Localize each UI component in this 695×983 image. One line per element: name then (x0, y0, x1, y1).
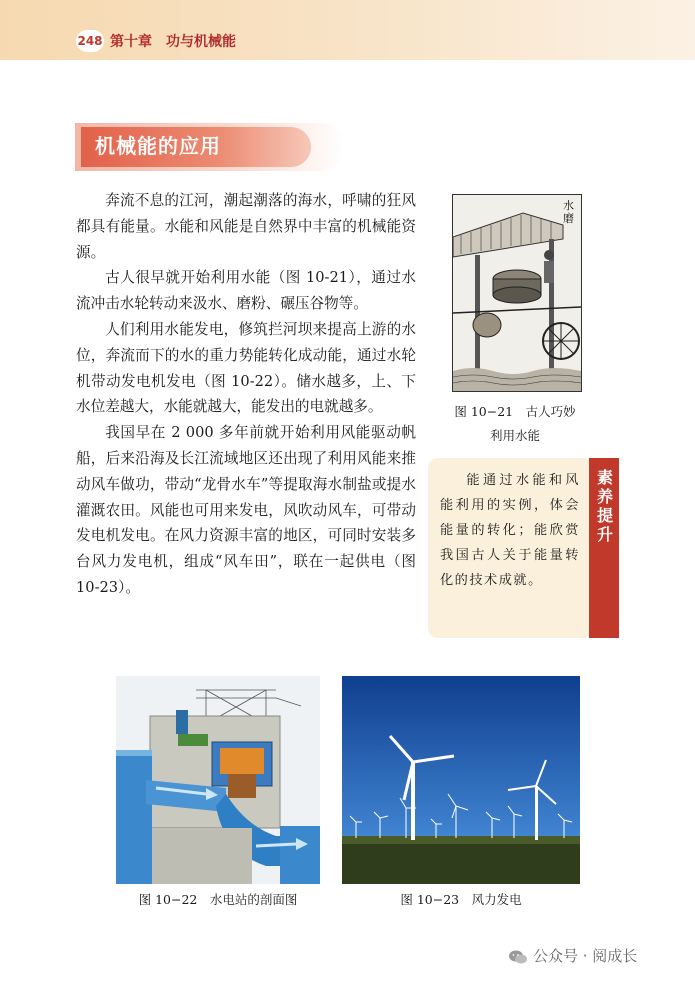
page-number: 248 (76, 30, 104, 52)
paragraph: 人们利用水能发电，修筑拦河坝来提高上游的水位，奔流而下的水的重力势能转化成动能，通过水轮机带动发电机发电（图 10-22）。储水越多，上、下水位差越大，水能就越大，能发出的电就越多。 (76, 320, 416, 416)
watermark-text: 公众号 · 阅成长 (533, 947, 638, 965)
competency-paragraph: 能通过水能和风能利用的实例，体会能量的转化；能欣赏我国古人关于能量转化的技术成就。 (440, 473, 580, 588)
body-text (76, 188, 416, 601)
watermark (508, 945, 637, 966)
paragraph: 古人很早就开始利用水能（图 10-21），通过水流冲击水轮转动来汲水、磨粉、碾压谷物等。 (76, 269, 416, 313)
section-title: 机械能的应用 (95, 134, 221, 158)
hydropower-drawing (116, 676, 320, 884)
caption-line: 利用水能 (489, 428, 540, 443)
wind-farm-drawing (342, 676, 580, 884)
figure-caption-10-21 (440, 400, 590, 448)
woodcut-inscription: 水磨 (563, 199, 574, 225)
competency-tab-label: 素养提升 (596, 468, 613, 544)
paragraph: 奔流不息的江河，潮起潮落的海水，呼啸的狂风都具有能量。水能和风能是自然界中丰富的机械能资源。 (76, 192, 416, 261)
chapter-title: 第十章 功与机械能 (110, 34, 236, 50)
competency-text (440, 468, 580, 593)
wechat-icon (508, 949, 528, 965)
hydropower-section-illustration (116, 676, 320, 884)
figure-caption-10-22: 图 10−22 水电站的剖面图 (138, 892, 298, 907)
paragraph: 我国早在 2 000 多年前就开始利用风能驱动帆船，后来沿海及长江流域地区还出现了利用风能来推动风车做功，带动“龙骨水车”等提取海水制盐或提水灌溉农田。风能也可用来发电，风吹动风车，可带动发电机发电。在风力资源丰富的地区，可同时安装多台风力发电机，组成“风车田”，联在一起供电（图 10-23）。 (76, 424, 416, 596)
water-mill-illustration (452, 194, 582, 392)
section-banner (75, 123, 345, 171)
page-header (0, 0, 695, 60)
woodcut-drawing (453, 195, 581, 391)
caption-line: 图 10−21 古人巧妙 (454, 404, 576, 419)
figure-caption-10-23: 图 10−23 风力发电 (400, 892, 522, 907)
wind-farm-photo (342, 676, 580, 884)
